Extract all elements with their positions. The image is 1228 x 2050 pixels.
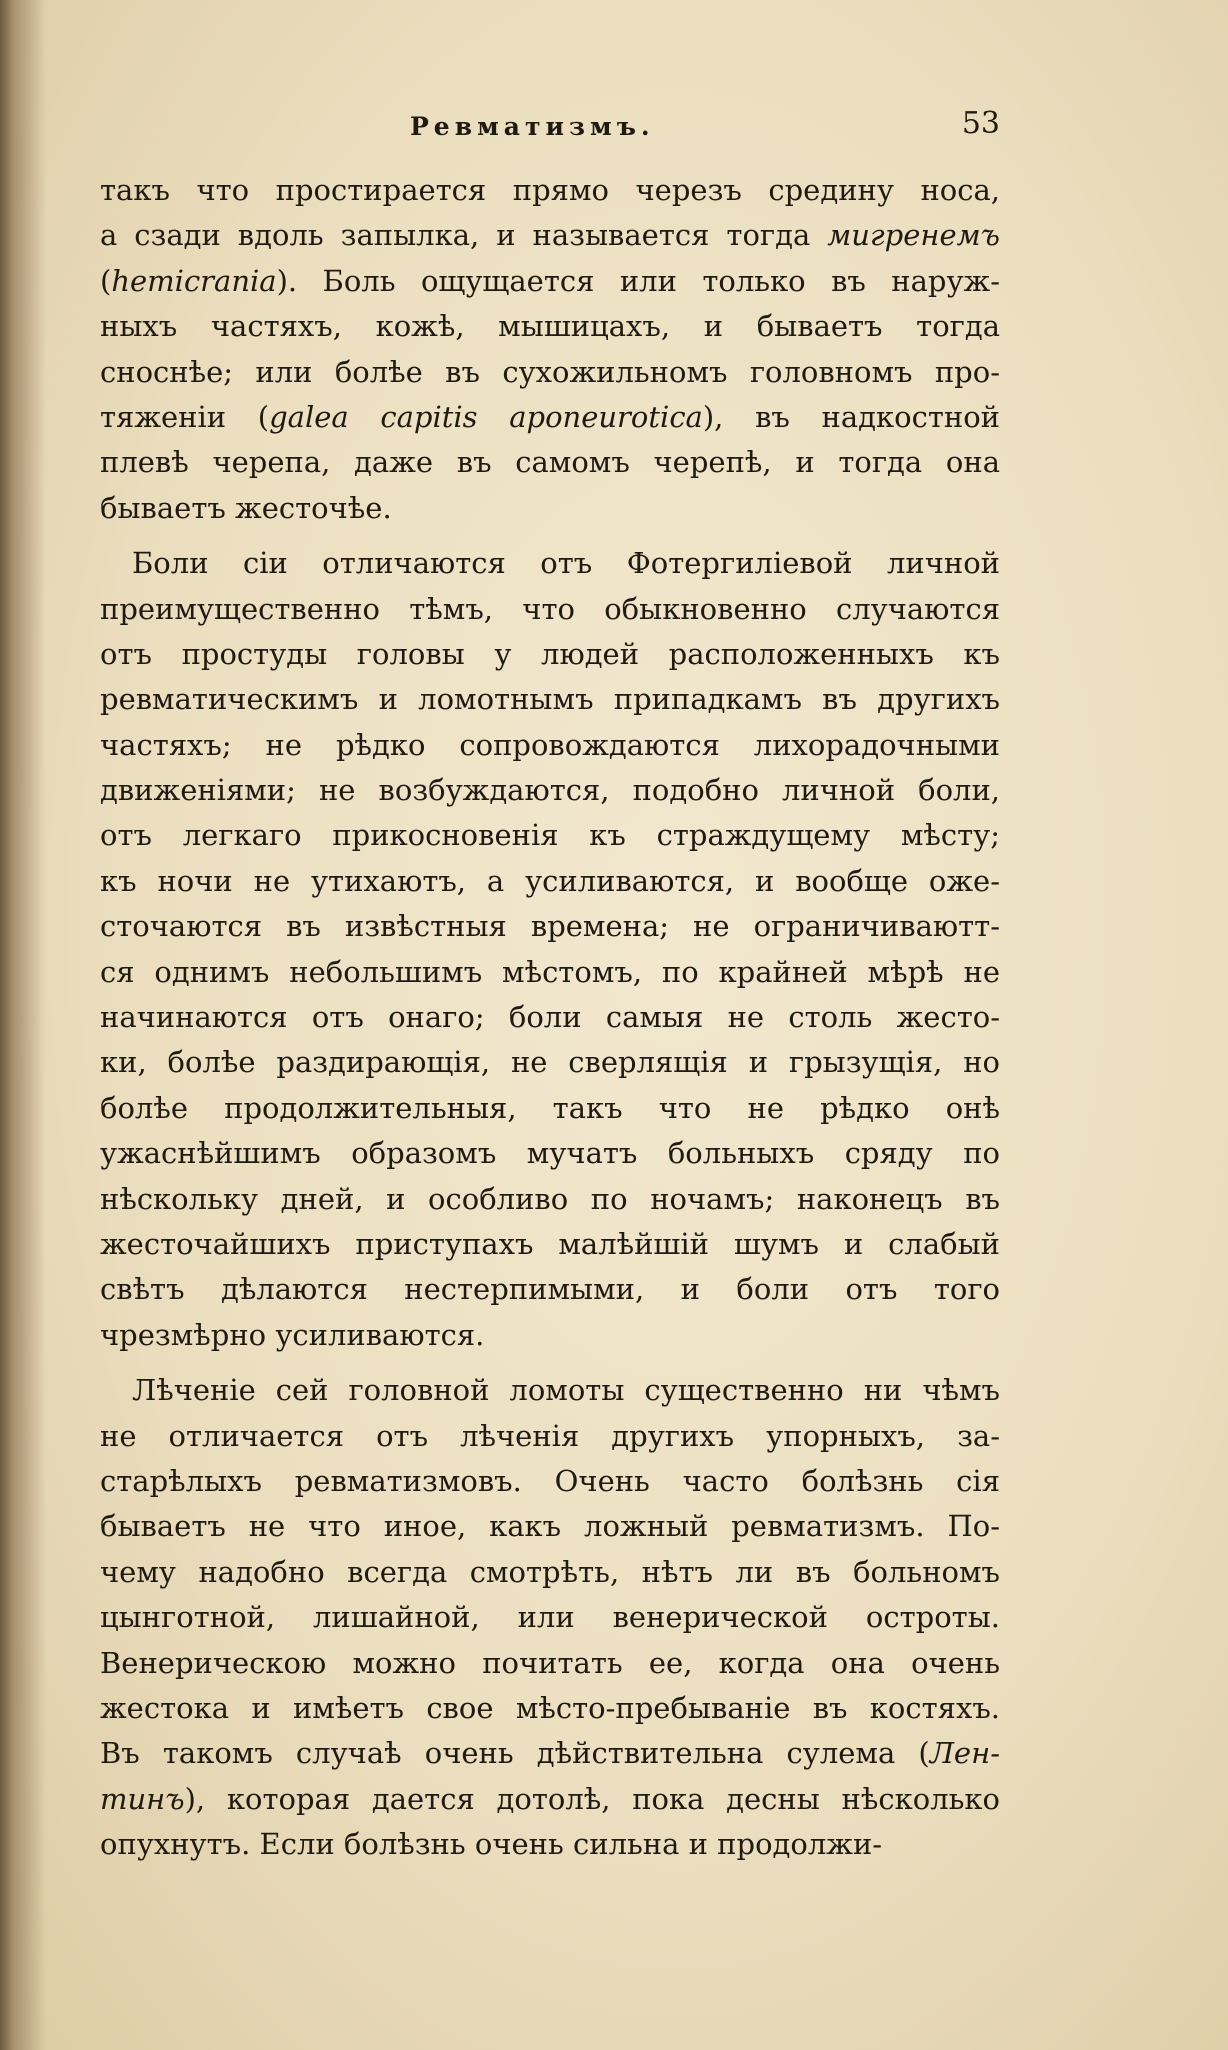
text-line: отъ легкаго прикосновенія къ страждущему мѣсту; [100,818,1000,853]
italic-term: galea capitis aponeurotica [269,399,703,434]
running-title: Ревматизмъ. [410,112,655,141]
text-line: тяженіи (galea capitis aponeurotica), въ надкостной [100,399,1000,434]
text-line: чрезмѣрно усиливаются. [100,1317,485,1352]
text-line: Въ такомъ случаѣ очень дѣйствительна сулема (Лен- [100,1736,1000,1771]
running-head [100,106,1000,152]
text-line: (hemicrania). Боль ощущается или только въ наруж- [100,263,1000,298]
text-line: ревматическимъ и ломотнымъ припадкамъ въ другихъ [100,682,1000,717]
text-line: снoснѣе; или болѣе въ сухожильномъ головномъ про- [100,354,1000,389]
text-line: болѣе продолжительныя, такъ что не рѣдко онѣ [100,1090,1000,1125]
paragraph [100,168,1000,531]
paragraph-gap [100,1358,1000,1368]
text-line: частяхъ; не рѣдко сопровождаются лихорадочными [100,727,1000,762]
text-line: движеніями; не возбуждаются, подобно личной боли, [100,773,1000,808]
text-line: сточаются въ извѣстныя времена; не ограничиваютт- [100,909,1000,944]
italic-term: тинъ [100,1781,185,1816]
italic-term: Лен- [929,1736,1000,1771]
text-line: ныхъ частяхъ, кожѣ, мышицахъ, и бываетъ тогда [100,309,1000,344]
text-line: свѣтъ дѣлаются нестерпимыми, и боли отъ того [100,1272,1000,1307]
text-line: чему надобно всегда смотрѣть, нѣтъ ли въ больномъ [100,1554,1000,1589]
text-line: ки, болѣе раздирающія, не сверлящія и грызущія, но [100,1045,1000,1080]
text-line: нѣскольку дней, и особливо по ночамъ; наконецъ въ [100,1181,1000,1216]
text-line: Венерическою можно почитать ее, когда она очень [100,1645,1000,1680]
paragraph [100,1368,1000,1867]
text-line: отъ простуды головы у людей расположенныхъ къ [100,636,1000,671]
paragraph [100,541,1000,1358]
text-line: такъ что простирается прямо черезъ средину носа, [100,173,1000,207]
text-line: ся однимъ небольшимъ мѣстомъ, по крайней мѣрѣ не [100,954,1000,989]
text-line: тинъ), которая дается дотолѣ, пока десны нѣсколько [100,1781,1000,1816]
text-line: плевѣ черепа, даже въ самомъ черепѣ, и тогда она [100,445,1000,480]
text-line: старѣлыхъ ревматизмовъ. Очень часто болѣзнь сія [100,1463,1000,1498]
body-text [100,168,1000,1867]
text-line: начинаются отъ онаго; боли самыя не столь жесто- [100,1000,1000,1035]
text-line: ужаснѣйшимъ образомъ мучатъ больныхъ сряду по [100,1136,1000,1171]
text-line: опухнутъ. Если болѣзнь очень сильна и продолжи- [100,1827,883,1862]
text-line: цынготной, лишайной, или венерической остроты. [100,1600,1000,1635]
text-line: жестока и имѣетъ свое мѣсто-пребываніе въ костяхъ. [100,1690,1000,1725]
text-line: не отличается отъ лѣченія другихъ упорныхъ, за- [100,1418,1000,1453]
text-line: Лѣченіе сей головной ломоты существенно ни чѣмъ [132,1373,1000,1408]
text-line: а сзади вдоль запылка, и называется тогда мигренемъ [100,218,1000,253]
page-number: 53 [961,106,1000,141]
italic-term: hemicrania [111,263,277,298]
text-line: къ ночи не утихаютъ, а усиливаются, и вообще оже- [100,863,1000,898]
paragraph-gap [100,531,1000,541]
text-line: Боли сіи отличаются отъ Фотергиліевой личной [132,546,1000,581]
text-line: жесточайшихъ приступахъ малѣйшій шумъ и слабый [100,1226,1000,1261]
text-line: бываетъ жесточѣе. [100,490,392,525]
italic-term: мигренемъ [827,218,1000,253]
text-line: преимущественно тѣмъ, что обыкновенно случаются [100,591,1000,626]
text-line: бываетъ не что иное, какъ ложный ревматизмъ. По- [100,1509,1000,1544]
binding-shadow [0,0,46,2050]
